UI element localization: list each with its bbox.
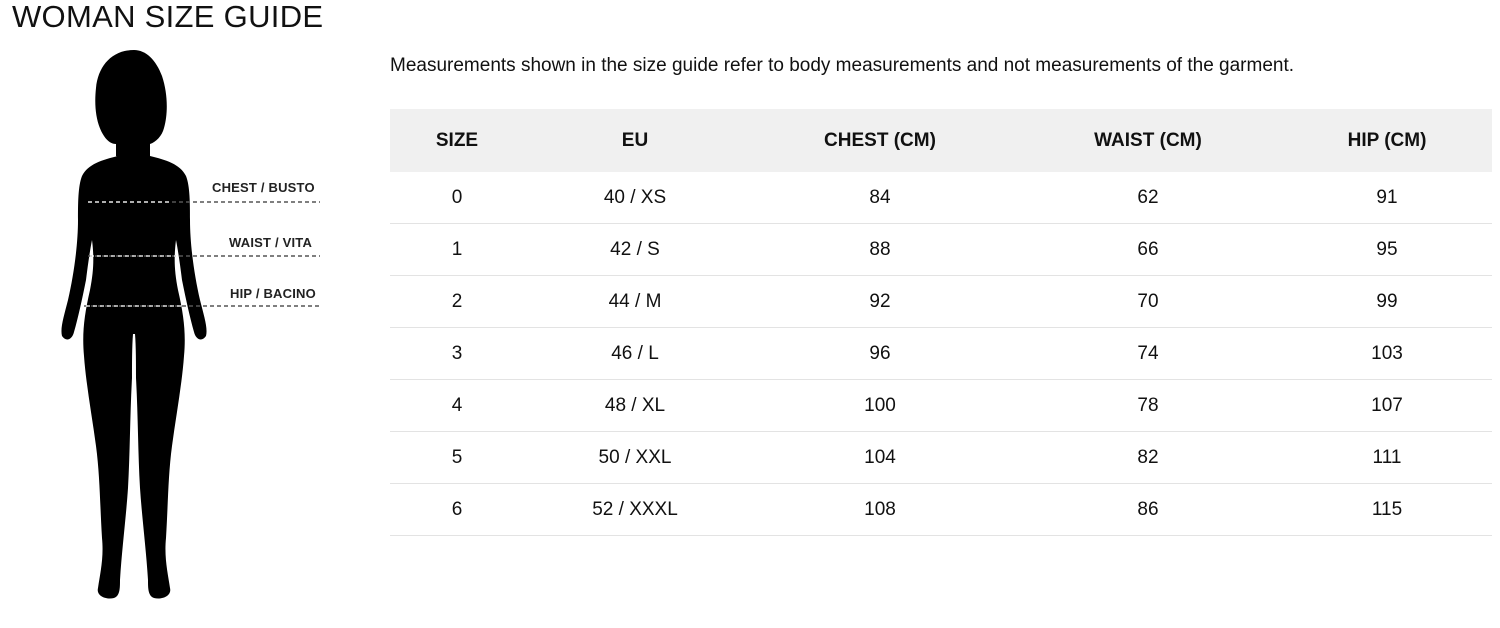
cell-eu: 50 / XXL: [524, 432, 746, 484]
cell-chest: 104: [746, 432, 1014, 484]
header-row: [390, 109, 1492, 172]
cell-waist: 62: [1014, 172, 1282, 224]
header-size: SIZE: [390, 109, 524, 172]
header-chest: CHEST (CM): [746, 109, 1014, 172]
cell-chest: 96: [746, 328, 1014, 380]
cell-hip: 115: [1282, 484, 1492, 536]
table-row: [390, 224, 1492, 276]
size-table: [390, 109, 1492, 536]
cell-waist: 78: [1014, 380, 1282, 432]
cell-size: 6: [390, 484, 524, 536]
cell-size: 0: [390, 172, 524, 224]
page-title: WOMAN SIZE GUIDE: [12, 0, 324, 34]
header-waist: WAIST (CM): [1014, 109, 1282, 172]
size-table-header: [390, 109, 1492, 172]
cell-size: 5: [390, 432, 524, 484]
cell-hip: 95: [1282, 224, 1492, 276]
cell-eu: 46 / L: [524, 328, 746, 380]
measurement-note: Measurements shown in the size guide refer to body measurements and not measurements of the garment.: [390, 55, 1295, 76]
hip-label: HIP / BACINO: [230, 286, 316, 301]
size-table-body: [390, 172, 1492, 536]
table-row: [390, 432, 1492, 484]
cell-chest: 92: [746, 276, 1014, 328]
cell-chest: 84: [746, 172, 1014, 224]
cell-chest: 108: [746, 484, 1014, 536]
cell-eu: 48 / XL: [524, 380, 746, 432]
woman-silhouette-icon: [50, 44, 340, 614]
table-row: [390, 328, 1492, 380]
cell-size: 3: [390, 328, 524, 380]
body-silhouette-figure: [50, 44, 340, 614]
cell-hip: 99: [1282, 276, 1492, 328]
cell-waist: 86: [1014, 484, 1282, 536]
header-hip: HIP (CM): [1282, 109, 1492, 172]
cell-eu: 42 / S: [524, 224, 746, 276]
cell-waist: 74: [1014, 328, 1282, 380]
cell-chest: 88: [746, 224, 1014, 276]
cell-waist: 70: [1014, 276, 1282, 328]
cell-hip: 103: [1282, 328, 1492, 380]
cell-waist: 82: [1014, 432, 1282, 484]
cell-size: 1: [390, 224, 524, 276]
cell-hip: 111: [1282, 432, 1492, 484]
cell-size: 2: [390, 276, 524, 328]
cell-eu: 40 / XS: [524, 172, 746, 224]
table-row: [390, 380, 1492, 432]
cell-size: 4: [390, 380, 524, 432]
cell-chest: 100: [746, 380, 1014, 432]
waist-label: WAIST / VITA: [229, 235, 313, 250]
cell-hip: 91: [1282, 172, 1492, 224]
table-row: [390, 276, 1492, 328]
silhouette-head: [95, 50, 167, 159]
table-row: [390, 484, 1492, 536]
cell-waist: 66: [1014, 224, 1282, 276]
cell-eu: 44 / M: [524, 276, 746, 328]
silhouette-body: [61, 156, 206, 599]
header-eu: EU: [524, 109, 746, 172]
chest-label: CHEST / BUSTO: [212, 180, 315, 195]
cell-eu: 52 / XXXL: [524, 484, 746, 536]
cell-hip: 107: [1282, 380, 1492, 432]
table-row: [390, 172, 1492, 224]
